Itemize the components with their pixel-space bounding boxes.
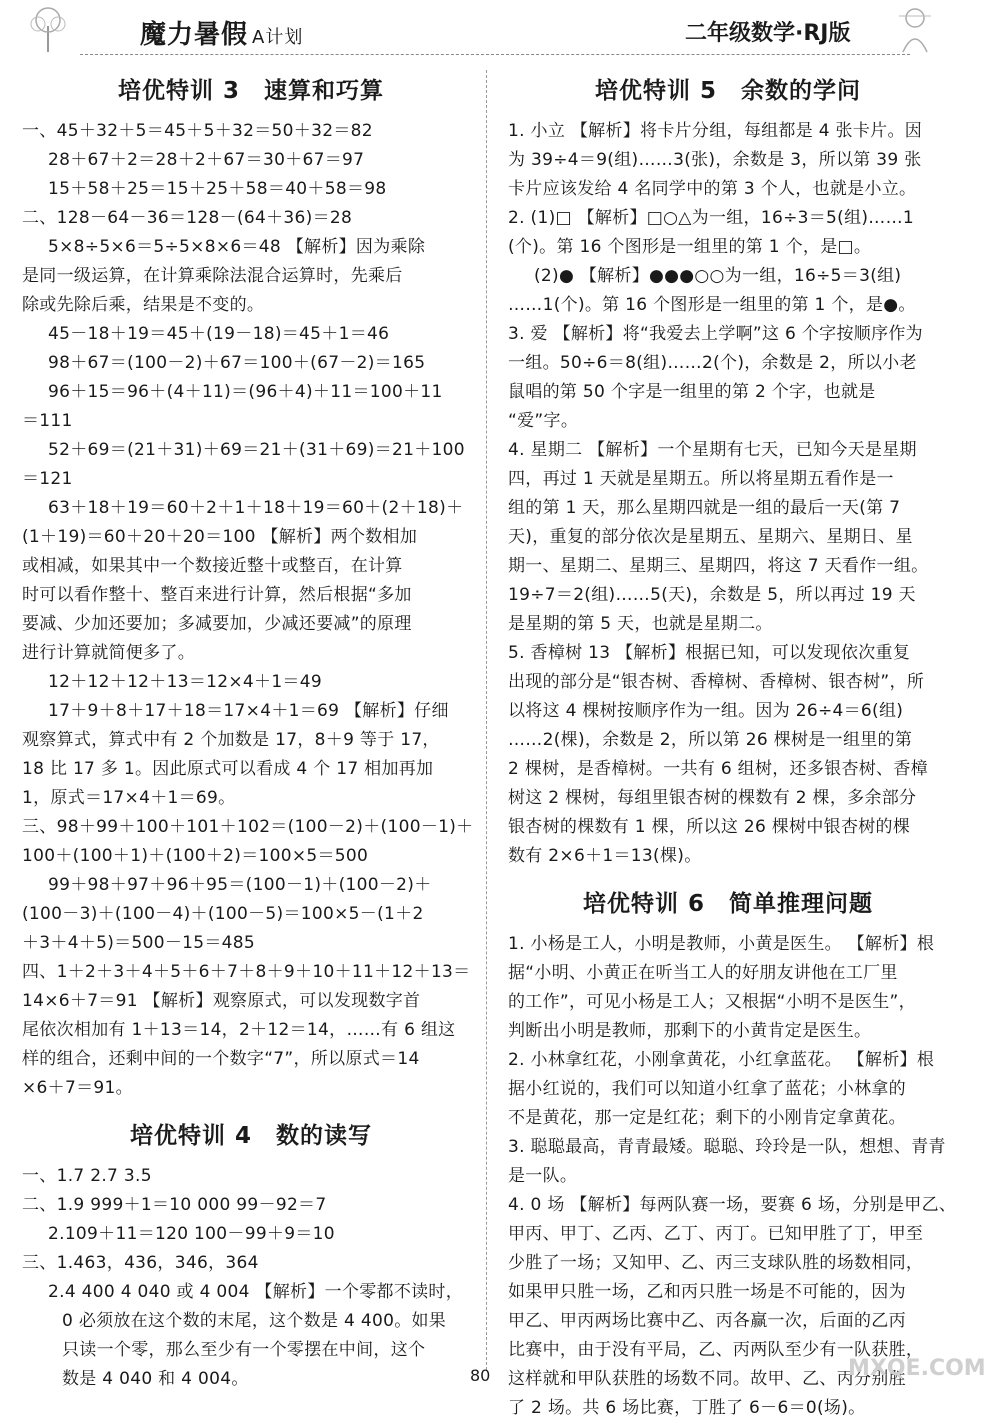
watermark-text: MXQE.COM [848, 1356, 986, 1381]
text-line: 一、45＋32＋5＝45＋5＋32＝50＋32＝82 [22, 121, 373, 141]
section-3-title [22, 72, 480, 105]
text-line: 17＋9＋8＋17＋18＝17×4＋1＝69 【解析】仔细 [48, 701, 449, 721]
text-line: 1，原式＝17×4＋1＝69。 [22, 788, 236, 808]
text-line: 甲乙、甲丙两场比赛中乙、丙各赢一次，后面的乙丙 [508, 1311, 906, 1331]
text-line: 这样就和甲队获胜的场数不同。故甲、乙、丙分别胜 [508, 1369, 906, 1389]
text-line: 比赛中，由于没有平局，乙、丙两队至少有一队获胜， [508, 1340, 924, 1360]
text-line: 0 必须放在这个数的末尾，这个数是 4 400。如果 [62, 1311, 447, 1331]
text-line: 二、1.9 999＋1＝10 000 99－92＝7 [22, 1195, 327, 1215]
text-line: 期一、星期二、星期三、星期四，将这 7 天看作一组。 [508, 556, 929, 576]
text-line: 96＋15＝96＋(4＋11)＝(96＋4)＋11＝100＋11 [48, 382, 443, 402]
text-line: 45－18＋19＝45＋(19－18)＝45＋1＝46 [48, 324, 390, 344]
text-line: 2. 小林拿红花，小刚拿黄花，小红拿蓝花。 【解析】根 [508, 1050, 935, 1070]
text-line: 3. 聪聪最高，青青最矮。聪聪、玲玲是一队，想想、青青 [508, 1137, 946, 1157]
text-line: 63＋18＋19＝60＋2＋1＋18＋19＝60＋(2＋18)＋ [48, 498, 464, 518]
text-line: 是星期的第 5 天，也就是星期二。 [508, 614, 773, 634]
text-line: 12＋12＋12＋13＝12×4＋1＝49 [48, 672, 322, 692]
text-line: 98＋67＝(100－2)＋67＝100＋(67－2)＝165 [48, 353, 426, 373]
brand-plan: A计划 [252, 27, 304, 48]
text-line: ……2(棵)，余数是 2，所以第 26 棵树是一组里的第 [508, 730, 913, 750]
text-line: 二、128－64－36＝128－(64＋36)＝28 [22, 208, 353, 228]
section-6-subtitle: 简单推理问题 [729, 891, 873, 917]
text-line: 2. (1)□ 【解析】□○△为一组，16÷3＝5(组)……1 [508, 208, 915, 228]
section-3-subtitle: 速算和巧算 [264, 78, 384, 104]
header-rule [80, 54, 910, 55]
text-line: 少胜了一场；又知甲、乙、丙三支球队胜的场数相同， [508, 1253, 924, 1273]
text-line: 要减、少加还要加；多减要加，少减还要减”的原理 [22, 614, 412, 634]
text-line: 一组。50÷6＝8(组)……2(个)，余数是 2，所以小老 [508, 353, 917, 373]
text-line: (2)● 【解析】●●●○○为一组，16÷5＝3(组) [534, 266, 902, 286]
text-line: 数有 2×6＋1＝13(棵)。 [508, 846, 702, 866]
text-line: 4. 星期二 【解析】一个星期有七天，已知今天是星期 [508, 440, 917, 460]
section-6-number: 培优特训 6 [582, 891, 705, 917]
text-line: 不是黄花，那一定是红花；剩下的小刚肯定拿黄花。 [508, 1108, 906, 1128]
brand-name: 魔力暑假 [140, 20, 249, 50]
text-line: 是同一级运算，在计算乘除法混合运算时，先乘后 [22, 266, 403, 286]
text-line: 2.4 400 4 040 或 4 004 【解析】一个零都不读时， [48, 1282, 464, 1302]
brand-title [140, 14, 303, 51]
text-line: (1＋19)＝60＋20＋20＝100 【解析】两个数相加 [22, 527, 418, 547]
column-divider [486, 70, 487, 1370]
character-decoration-icon [885, 4, 945, 54]
page-number: 80 [470, 1366, 491, 1385]
text-line: 时可以看作整十、整百来进行计算，然后根据“多加 [22, 585, 412, 605]
text-line: 1. 小杨是工人，小明是教师，小黄是医生。 【解析】根 [508, 934, 935, 954]
text-line: ＝111 [22, 411, 73, 431]
text-line: 14×6＋7＝91 【解析】观察原式，可以发现数字首 [22, 991, 421, 1011]
text-line: 组的第 1 天，那么星期四就是一组的最后一天(第 7 [508, 498, 901, 518]
text-line: 卡片应该发给 4 名同学中的第 3 个人，也就是小立。 [508, 179, 917, 199]
text-line: 树这 2 棵树，每组里银杏树的棵数有 2 棵，多余部分 [508, 788, 917, 808]
text-line: 99＋98＋97＋96＋95＝(100－1)＋(100－2)＋ [48, 875, 432, 895]
page-header [0, 0, 1000, 62]
text-line: 如果甲只胜一场，乙和丙只胜一场是不可能的，因为 [508, 1282, 906, 1302]
text-line: 据小红说的，我们可以知道小红拿了蓝花；小林拿的 [508, 1079, 906, 1099]
section-5-number: 培优特训 5 [594, 78, 717, 104]
section-5-title [508, 72, 948, 105]
watermark-logo [840, 1320, 990, 1390]
text-line: 了 2 场。共 6 场比赛，丁胜了 6－6＝0(场)。 [508, 1398, 866, 1418]
text-line: 3. 爱 【解析】将“我爱去上学啊”这 6 个字按顺序作为 [508, 324, 923, 344]
text-line: 为 39÷4＝9(组)……3(张)，余数是 3，所以第 39 张 [508, 150, 922, 170]
text-line: 是一队。 [508, 1166, 578, 1186]
tree-decoration-icon [18, 4, 78, 54]
text-line: 18 比 17 多 1。因此原式可以看成 4 个 17 相加再加 [22, 759, 434, 779]
text-line: 2.109＋11＝120 100－99＋9＝10 [48, 1224, 335, 1244]
text-line: “爱”字。 [508, 411, 579, 431]
text-line: 进行计算就简便多了。 [22, 643, 195, 663]
text-line: 三、98＋99＋100＋101＋102＝(100－2)＋(100－1)＋ [22, 817, 474, 837]
text-line: (个)。第 16 个图形是一组里的第 1 个，是□。 [508, 237, 872, 257]
text-line: 尾依次相加有 1＋13＝14，2＋12＝14，……有 6 组这 [22, 1020, 456, 1040]
text-line: 鼠唱的第 50 个字是一组里的第 2 个字，也就是 [508, 382, 876, 402]
section-6-title [508, 885, 948, 918]
text-line: 或相减，如果其中一个数接近整十或整百，在计算 [22, 556, 403, 576]
section-4-subtitle: 数的读写 [276, 1123, 372, 1149]
text-line: 观察算式，算式中有 2 个加数是 17，8＋9 等于 17， [22, 730, 440, 750]
right-column [508, 66, 957, 1423]
text-line: 5. 香樟树 13 【解析】根据已知，可以发现依次重复 [508, 643, 911, 663]
text-line: 15＋58＋25＝15＋25＋58＝40＋58＝98 [48, 179, 387, 199]
text-line: 5×8÷5×6＝5÷5×8×6＝48 【解析】因为乘除 [48, 237, 426, 257]
section-4-title [22, 1117, 480, 1150]
section-5-subtitle: 余数的学问 [741, 78, 861, 104]
text-line: 的工作”，可见小杨是工人；又根据“小明不是医生”， [508, 992, 916, 1012]
text-line: 样的组合，还剩中间的一个数字“7”，所以原式＝14 [22, 1049, 420, 1069]
text-line: 1. 小立 【解析】将卡片分组，每组都是 4 张卡片。因 [508, 121, 923, 141]
grade-label: 二年级数学·RJ版 [685, 21, 851, 46]
text-line: 据“小明、小黄正在听当工人的好朋友讲他在工厂里 [508, 963, 898, 983]
text-line: 出现的部分是“银杏树、香樟树、香樟树、银杏树”，所 [508, 672, 925, 692]
section-5-body [508, 117, 948, 871]
text-line: 除或先除后乘，结果是不变的。 [22, 295, 265, 315]
text-line: 52＋69＝(21＋31)＋69＝21＋(31＋69)＝21＋100 [48, 440, 465, 460]
text-line: ＋3＋4＋5)＝500－15＝485 [22, 933, 256, 953]
left-column [22, 66, 480, 1394]
section-4-number: 培优特训 4 [129, 1123, 252, 1149]
text-line: 100＋(100＋1)＋(100＋2)＝100×5＝500 [22, 846, 369, 866]
section-4-body [22, 1162, 480, 1394]
text-line: 以将这 4 棵树按顺序作为一组。因为 26÷4＝6(组) [508, 701, 904, 721]
text-line: 只读一个零，那么至少有一个零摆在中间，这个 [62, 1340, 426, 1360]
text-line: ×6＋7＝91。 [22, 1078, 133, 1098]
text-line: 银杏树的棵数有 1 棵，所以这 26 棵树中银杏树的棵 [508, 817, 911, 837]
text-line: 一、1.7 2.7 3.5 [22, 1166, 152, 1186]
text-line: 判断出小明是教师，那剩下的小黄肯定是医生。 [508, 1021, 872, 1041]
text-line: 2 棵树，是香樟树。一共有 6 组树，还多银杏树、香樟 [508, 759, 928, 779]
text-line: 四，再过 1 天就是星期五。所以将星期五看作是一 [508, 469, 894, 489]
text-line: 数是 4 040 和 4 004。 [62, 1369, 249, 1389]
text-line: ＝121 [22, 469, 73, 489]
section-3-body [22, 117, 480, 1103]
text-line: 天)，重复的部分依次是星期五、星期六、星期日、星 [508, 527, 913, 547]
text-line: 28＋67＋2＝28＋2＋67＝30＋67＝97 [48, 150, 365, 170]
text-line: 19÷7＝2(组)……5(天)，余数是 5，所以再过 19 天 [508, 585, 916, 605]
text-line: 甲丙、甲丁、乙丙、乙丁、丙丁。已知甲胜了丁，甲至 [508, 1224, 924, 1244]
section-3-number: 培优特训 3 [117, 78, 240, 104]
text-line: ……1(个)。第 16 个图形是一组里的第 1 个，是●。 [508, 295, 916, 315]
text-line: 三、1.463，436，346，364 [22, 1253, 259, 1273]
text-line: 四、1＋2＋3＋4＋5＋6＋7＋8＋9＋10＋11＋12＋13＝ [22, 962, 471, 982]
text-line: 4. 0 场 【解析】每两队赛一场，要赛 6 场，分别是甲乙、 [508, 1195, 957, 1215]
text-line: (100－3)＋(100－4)＋(100－5)＝100×5－(1＋2 [22, 904, 424, 924]
